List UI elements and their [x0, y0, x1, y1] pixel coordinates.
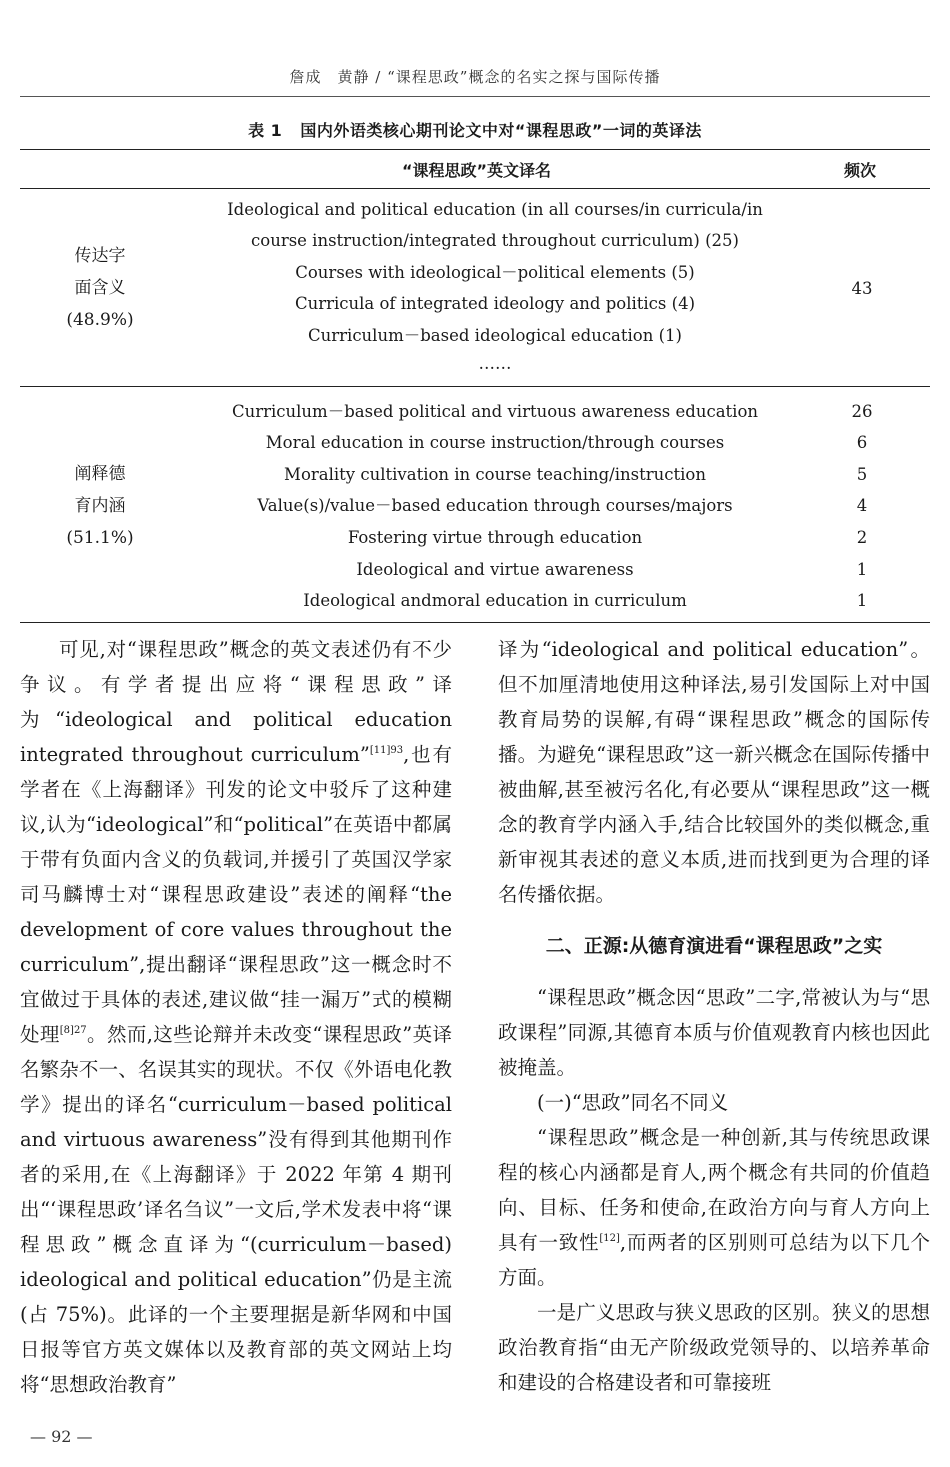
translation-cell: Curriculum－based ideological education (1) [308, 326, 682, 345]
translation-cell: Fostering virtue through education [347, 528, 643, 547]
translation-cell: Curricula of integrated ideology and politics (4) [294, 294, 696, 313]
paragraph [20, 632, 452, 1402]
paragraph-text: 。然而,这些论辩并未改变“课程思政”英译名繁杂不一、名误其实的现状。不仅《外语电化教学》提出的译名“curriculum－based political and virtuous awareness”没有得到其他期刊作者的采用,在《上海翻译》于 2022 年第 4 期刊出“‘课程思政’译名刍议”一文后,学术发表中将“课程思政”概念直译为“(curriculum－based) ideological and political education”仍是主流(占 75%)。此译的一个主要理据是新华网和中国日报等官方英文媒体以及教育部的英文网站上均将“思想政治教育” [20, 1023, 452, 1396]
citation: [12] [599, 1233, 620, 1244]
table-header-rule [20, 188, 930, 189]
table-title: 国内外语类核心期刊论文中对“课程思政”一词的英译法 [300, 121, 702, 140]
translation-cell: Ideological and political education (in all courses/in curricula/in [227, 200, 763, 219]
frequency-cell: 4 [856, 496, 868, 515]
category-line: (51.1%) [66, 528, 134, 548]
frequency-cell: 5 [856, 465, 868, 484]
paragraph: “课程思政”概念因“思政”二字,常被认为与“思政课程”同源,其德育本质与价值观教育内核也因此被掩盖。 [498, 986, 930, 1079]
translation-cell: Curriculum－based political and virtuous awareness education [231, 402, 759, 421]
page-number: — 92 — [30, 1427, 93, 1446]
category-line: 面含义 [74, 278, 126, 298]
frequency-cell: 26 [851, 402, 873, 421]
citation: [8]27 [59, 1025, 87, 1036]
running-header: 詹成 黄静 / “课程思政”概念的名实之探与国际传播 [289, 68, 661, 86]
category-line: (48.9%) [66, 310, 134, 330]
paragraph-text: “课程思政”概念是一种创新,其与传统思政课程的核心内涵都是育人,两个概念有共同的价值趋向、目标、任务和使命,在政治方向与育人方向上具有一致性 [498, 1126, 930, 1254]
ellipsis-cell: …… [478, 354, 512, 373]
translation-cell: Value(s)/value－based education through courses/majors [257, 496, 733, 515]
translation-cell: Ideological and virtue awareness [356, 560, 634, 579]
column-header-translation: “课程思政”英文译名 [402, 161, 552, 180]
category-line: 阐释德 [74, 464, 126, 484]
frequency-cell: 1 [856, 591, 868, 610]
column-header-frequency: 频次 [844, 161, 877, 180]
category-line: 传达字 [74, 246, 126, 266]
citation: [11]93 [369, 745, 404, 756]
table-number: 表 1 [248, 121, 283, 140]
frequency-cell: 1 [856, 560, 868, 579]
body-left-column [20, 632, 452, 1402]
section-heading: 二、正源:从德育演进看“课程思政”之实 [545, 935, 883, 957]
paragraph-text: 可见,对“课程思政”概念的英文表述仍有不少争议。有学者提出应将“课程思政”译为“ideological and political education integrated throughout curriculum” [20, 638, 452, 766]
paragraph: 译为“ideological and political education”。但不加厘清地使用这种译法,易引发国际上对中国教育局势的误解,有碍“课程思政”概念的国际传播。为避免“课程思政”这一新兴概念在国际传播中被曲解,甚至被污名化,有必要从“课程思政”这一概念的教育学内涵入手,结合比较国外的类似概念,重新审视其表述的意义本质,进而找到更为合理的译名传播依据。 [498, 638, 930, 906]
translation-cell: Moral education in course instruction/through courses [265, 433, 725, 452]
frequency-cell: 43 [851, 279, 873, 298]
header-rule [20, 96, 930, 97]
table-top-rule [20, 149, 930, 150]
translation-cell: Ideological andmoral education in curriculum [303, 591, 687, 610]
paragraph [498, 1120, 930, 1295]
table-bottom-rule [20, 622, 930, 623]
table-caption [0, 118, 950, 141]
table-group-rule [20, 386, 930, 387]
category-moral-connotation [40, 458, 160, 554]
paragraph-text: ,也有学者在《上海翻译》刊发的论文中驳斥了这种建议,认为“ideological”和“political”在英语中都属于带有负面内含义的负载词,并援引了英国汉学家司马麟博士对“课程思政建设”表述的阐释“the development of core values throughout the curriculum”,提出翻译“课程思政”这一概念时不宜做过于具体的表述,建议做“挂一漏万”式的模糊处理 [20, 743, 452, 1046]
subsection-heading: (一)“思政”同名不同义 [537, 1091, 729, 1114]
category-line: 育内涵 [74, 496, 126, 516]
frequency-cell: 2 [856, 528, 868, 547]
paragraph-text: ,而两者的区别则可总结为以下几个方面。 [498, 1231, 930, 1289]
category-literal-meaning [40, 240, 160, 336]
translation-cell: course instruction/integrated throughout curriculum) (25) [251, 231, 739, 250]
paragraph: 一是广义思政与狭义思政的区别。狭义的思想政治教育指“由无产阶级政党领导的、以培养革命和建设的合格建设者和可靠接班 [498, 1301, 930, 1394]
frequency-cell: 6 [856, 433, 868, 452]
translation-cell: Courses with ideological－political elements (5) [295, 263, 695, 282]
translation-cell: Morality cultivation in course teaching/instruction [284, 465, 706, 484]
body-right-column [498, 632, 930, 1400]
